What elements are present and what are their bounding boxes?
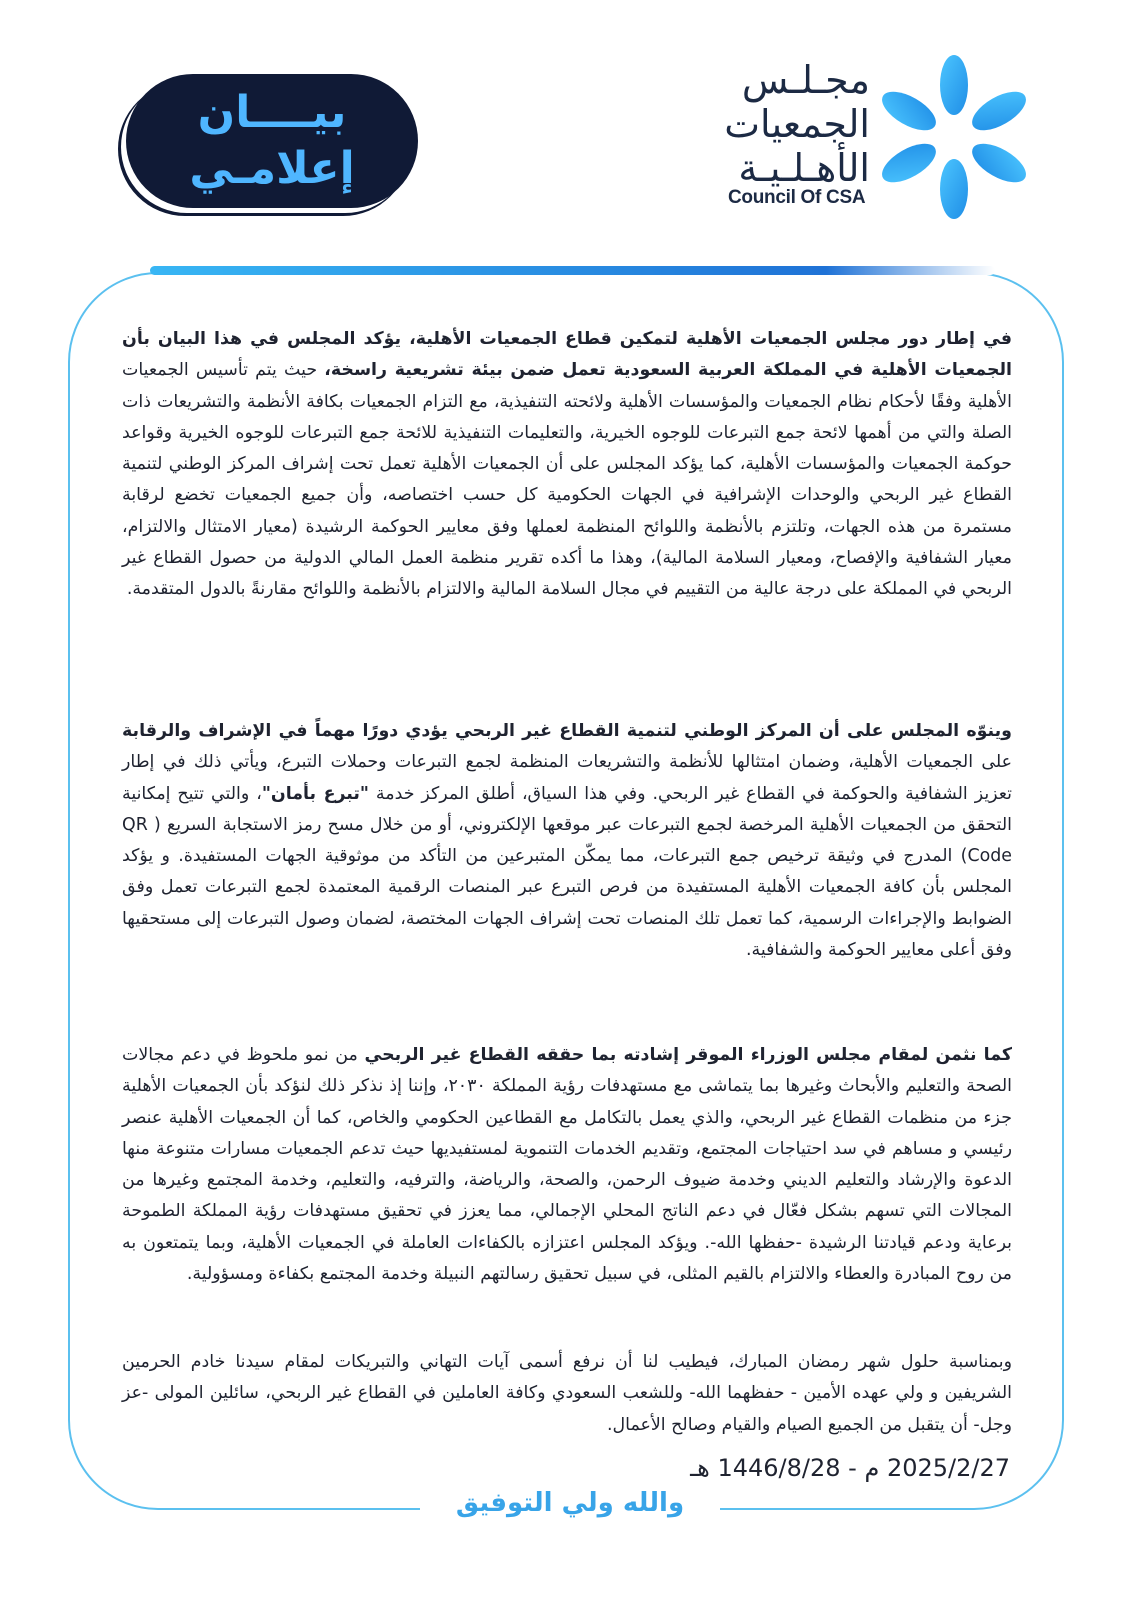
paragraph-4 bbox=[122, 1347, 1012, 1441]
paragraph-3-lead: كما نثمن لمقام مجلس الوزراء الموقر إشادته بما حققه القطاع غير الربحي bbox=[364, 1045, 1012, 1065]
paragraph-2-text-b: ، والتي تتيح إمكانية التحقق من الجمعيات الأهلية المرخصة لجمع التبرعات عبر موقعها الإلكتروني، أو من خلال مسح رمز الاستجابة السريع ( QR Code) المدرج في وثيقة ترخيص جمع التبرعات، مما يمكّن المتبرعين من التأكد من موثوقية الجهات المستفيدة. و يؤكد المجلس بأن كافة الجمعيات الأهلية المستفيدة من فرص التبرع عبر المنصات الرقمية المعتمدة لجمع التبرعات تعمل وفق الضوابط والإجراءات الرسمية، كما تعمل تلك المنصات تحت إشراف الجهات المختصة، لضمان وصول التبرعات إلى مستحقيها وفق أعلى معايير الحوكمة والشفافية. bbox=[122, 783, 1012, 961]
paragraph-4-text: وبمناسبة حلول شهر رمضان المبارك، فيطيب لنا أن نرفع أسمى آيات التهاني والتبريكات لمقام سيدنا خادم الحرمين الشريفين و ولي عهده الأمين - حفظهما الله- وللشعب السعودي وكافة العاملين في القطاع غير الربحي، سائلين المولى -عز وجل- أن يتقبل من الجميع الصيام والقيام وصالح الأعمال. bbox=[122, 1352, 1012, 1435]
paragraph-2 bbox=[122, 716, 1012, 966]
council-name-arabic bbox=[700, 58, 870, 190]
paragraph-1-text: حيث يتم تأسيس الجمعيات الأهلية وفقًا لأحكام نظام الجمعيات والمؤسسات الأهلية ولائحته التنفيذية، مع التزام الجمعيات بكافة الأنظمة والتشريعات ذات الصلة والتي من أهمها لائحة جمع التبرعات للوجوه الخيرية، والتعليمات التنفيذية للائحة جمع التبرعات للوجوه الخيرية وقواعد حوكمة الجمعيات والمؤسسات الأهلية، كما يؤكد المجلس على أن الجمعيات الأهلية تعمل تحت إشراف المركز الوطني لتنمية القطاع غير الربحي والوحدات الإشرافية في الجهات الحكومية كل حسب اختصاصه، وأن جميع الجمعيات تخضع لرقابة مستمرة من هذه الجهات، وتلتزم بالأنظمة واللوائح المنظمة لعملها وفق معايير الحوكمة الرشيدة (معيار الامتثال والالتزام، معيار الشفافية والإفصاح، ومعيار السلامة المالية)، وهذا ما أكده تقرير منظمة العمل المالي الدولية من حصول القطاع غير الربحي في المملكة على درجة عالية من التقييم في مجال السلامة المالية والالتزام بالأنظمة واللوائح مقارنةً بالدول المتقدمة. bbox=[122, 360, 1012, 600]
paragraph-2-text-a: على الجمعيات الأهلية، وضمان امتثالها للأنظمة والتشريعات المنظمة لجمع التبرعات وحملات التبرع، ويأتي ذلك في إطار تعزيز الشفافية والحوكمة في القطاع غير الربحي. وفي هذا السياق، أطلق المركز خدمة bbox=[122, 752, 1012, 804]
statement-date: 2025/2/27 م - 1446/8/28 هـ bbox=[690, 1454, 1010, 1482]
paragraph-1-lead: في إطار دور مجلس الجمعيات الأهلية لتمكين قطاع الجمعيات الأهلية، يؤكد المجلس في هذا البيان بأن الجمعيات الأهلية في المملكة العربية السعودية تعمل ضمن بيئة تشريعية راسخة، bbox=[122, 329, 1012, 381]
badge-line-2: إعلامـي bbox=[189, 143, 355, 194]
paragraph-3 bbox=[122, 1040, 1012, 1290]
paragraph-1 bbox=[122, 324, 1012, 606]
badge-line-1: بيــــان bbox=[197, 87, 347, 138]
service-name-quote: "تبرع بأمان" bbox=[261, 783, 369, 804]
council-name-line-2: الجمعيات bbox=[724, 102, 870, 146]
press-release-badge bbox=[126, 74, 418, 208]
council-name-line-3: الأهـلـيـة bbox=[738, 146, 870, 190]
council-name-english: Council Of CSA bbox=[728, 187, 866, 208]
paragraph-2-lead: وينوّه المجلس على أن المركز الوطني لتنمية القطاع غير الربحي يؤدي دورًا مهماً في الإشراف والرقابة bbox=[122, 721, 1012, 741]
asterisk-petal-logo-icon bbox=[874, 52, 1034, 222]
closing-phrase: والله ولي التوفيق bbox=[455, 1488, 685, 1518]
paragraph-3-text: من نمو ملحوظ في دعم مجالات الصحة والتعليم والأبحاث وغيرها بما يتماشى مع مستهدفات رؤية المملكة ٢٠٣٠، وإننا إذ نذكر ذلك لنؤكد بأن الجمعيات الأهلية جزء من منظمات القطاع غير الربحي، والذي يعمل بالتكامل مع القطاعين الحكومي والخاص، كما أن الجمعيات الأهلية عنصر رئيسي و مساهم في سد احتياجات المجتمع، وتقديم الخدمات التنموية لمستفيديها حيث تدعم الجمعيات مسارات متنوعة منها الدعوة والإرشاد والتعليم الديني وخدمة ضيوف الرحمن، والصحة، والرياضة، والترفيه، والتعليم، وخدمة المجتمع وغيرها من المجالات التي تسهم بشكل فعّال في دعم الناتج المحلي الإجمالي، مما يعزز في تحقيق مستهدفات رؤية المملكة الطموحة برعاية ودعم قيادتنا الرشيدة -حفظها الله-. ويؤكد المجلس اعتزازه بالكفاءات العاملة في الجمعيات الأهلية، وبما يتمتعون به من روح المبادرة والعطاء والالتزام بالقيم المثلى، في سبيل تحقيق رسالتهم النبيلة وخدمة المجتمع بكفاءة ومسؤولية. bbox=[122, 1045, 1012, 1285]
frame-top-accent-bar bbox=[150, 266, 995, 275]
council-name-line-1: مجـلـس bbox=[741, 58, 870, 102]
